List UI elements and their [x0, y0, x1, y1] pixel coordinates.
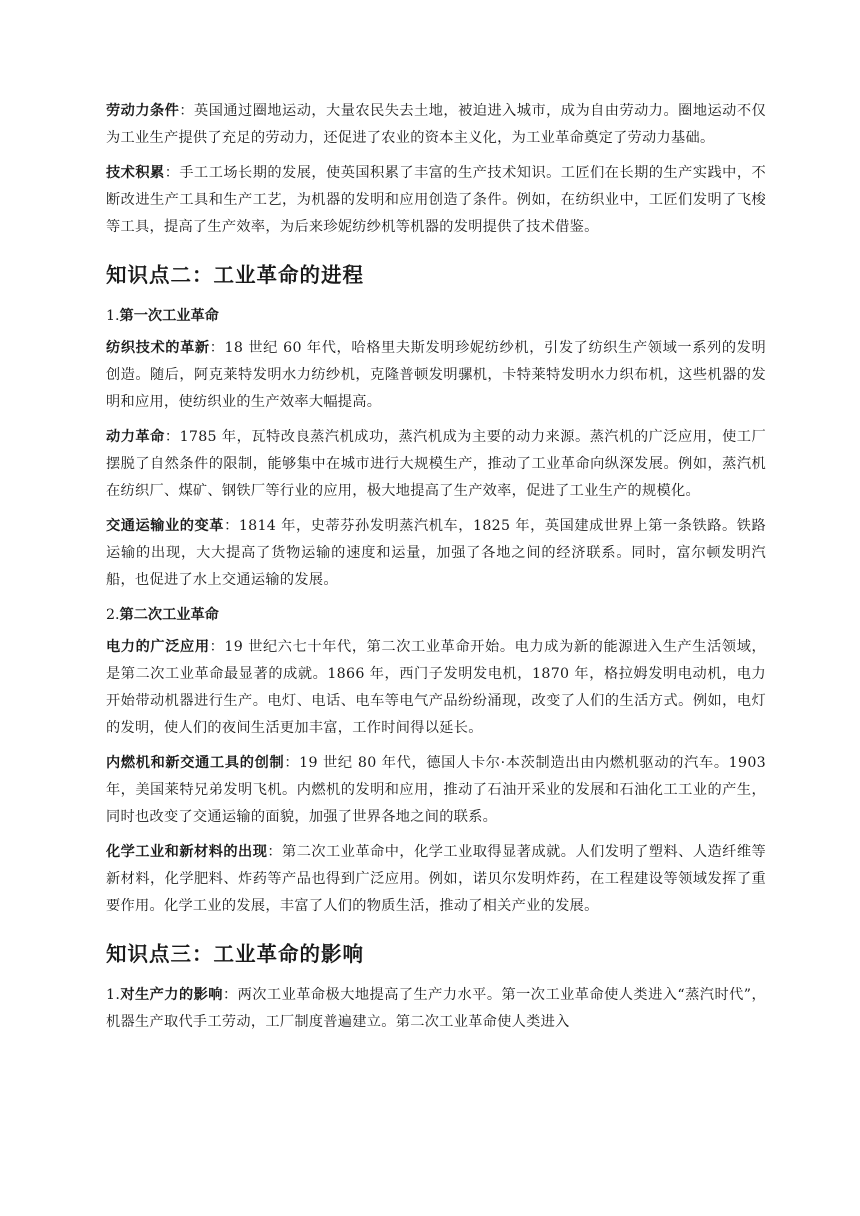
paragraph-electricity	[106, 634, 766, 742]
term-label: 动力革命	[106, 429, 165, 445]
section-heading-impact: 知识点三：工业革命的影响	[106, 942, 364, 966]
term-label: 纺织技术的革新	[106, 340, 210, 356]
term-label: 对生产力的影响	[120, 987, 223, 1003]
document-page	[106, 98, 766, 1044]
paragraph-text: ：手工工场长期的发展，使英国积累了丰富的生产技术知识。工匠们在长期的生产实践中，不断改进生产工具和生产工艺，为机器的发明和应用创造了条件。例如，在纺织业中，工匠们发明了飞梭等工具，提高了生产效率，为后来珍妮纺纱机等机器的发明提供了技术借鉴。	[106, 165, 766, 235]
paragraph-chemical-industry	[106, 839, 766, 920]
term-label: 交通运输业的变革	[106, 518, 225, 534]
paragraph-labor-conditions	[106, 98, 766, 152]
subheading-number: 1.	[106, 308, 120, 324]
subheading-number: 2.	[106, 607, 120, 623]
term-label: 技术积累	[106, 165, 165, 181]
paragraph-combustion-engine	[106, 750, 766, 831]
term-label: 电力的广泛应用	[106, 639, 210, 655]
paragraph-text: ：1785 年，瓦特改良蒸汽机成功，蒸汽机成为主要的动力来源。蒸汽机的广泛应用，使工厂摆脱了自然条件的限制，能够集中在城市进行大规模生产，推动了工业革命向纵深发展。例如，蒸汽机在纺织厂、煤矿、钢铁厂等行业的应用，极大地提高了生产效率，促进了工业生产的规模化。	[106, 429, 766, 499]
paragraph-text: ：英国通过圈地运动，大量农民失去土地，被迫进入城市，成为自由劳动力。圈地运动不仅为工业生产提供了充足的劳动力，还促进了农业的资本主义化，为工业革命奠定了劳动力基础。	[106, 103, 766, 146]
paragraph-text: ：19 世纪六七十年代，第二次工业革命开始。电力成为新的能源进入生产生活领域，是第二次工业革命最显著的成就。1866 年，西门子发明发电机，1870 年，格拉姆发明电动机，电力开始带动机器进行生产。电灯、电话、电车等电气产品纷纷涌现，改变了人们的生活方式。例如，电灯的发明，使人们的夜间生活更加丰富，工作时间得以延长。	[106, 639, 766, 736]
subheading-title: 第一次工业革命	[119, 308, 219, 324]
paragraph-productivity-impact	[106, 982, 766, 1036]
paragraph-power-revolution	[106, 424, 766, 505]
paragraph-text: ：1814 年，史蒂芬孙发明蒸汽机车，1825 年，英国建成世界上第一条铁路。铁路运输的出现，大大提高了货物运输的速度和运量，加强了各地之间的经济联系。同时，富尔顿发明汽船，也促进了水上交通运输的发展。	[106, 518, 766, 588]
subheading-first-industrial-revolution	[106, 303, 766, 329]
section-heading-progress: 知识点二：工业革命的进程	[106, 263, 364, 287]
paragraph-text: ：第二次工业革命中，化学工业取得显著成就。人们发明了塑料、人造纤维等新材料，化学肥料、炸药等产品也得到广泛应用。例如，诺贝尔发明炸药，在工程建设等领域发挥了重要作用。化学工业的发展，丰富了人们的物质生活，推动了相关产业的发展。	[106, 844, 766, 914]
paragraph-textile-innovation	[106, 335, 766, 416]
term-label: 内燃机和新交通工具的创制	[106, 755, 285, 771]
term-label: 化学工业和新材料的出现	[106, 844, 268, 860]
paragraph-text: ：18 世纪 60 年代，哈格里夫斯发明珍妮纺纱机，引发了纺织生产领域一系列的发明创造。随后，阿克莱特发明水力纺纱机，克隆普顿发明骡机，卡特莱特发明水力织布机，这些机器的发明和应用，使纺织业的生产效率大幅提高。	[106, 340, 766, 410]
paragraph-transport-change	[106, 513, 766, 594]
paragraph-technical-accumulation	[106, 160, 766, 241]
subheading-title: 第二次工业革命	[119, 607, 219, 623]
paragraph-text: ：两次工业革命极大地提高了生产力水平。第一次工业革命使人类进入“蒸汽时代”，机器生产取代手工劳动，工厂制度普遍建立。第二次工业革命使人类进入	[106, 987, 766, 1030]
subheading-second-industrial-revolution	[106, 602, 766, 628]
item-number: 1.	[106, 987, 121, 1003]
paragraph-text: ：19 世纪 80 年代，德国人卡尔·本茨制造出由内燃机驱动的汽车。1903 年，美国莱特兄弟发明飞机。内燃机的发明和应用，推动了石油开采业的发展和石油化工工业的产生，同时也改变了交通运输的面貌，加强了世界各地之间的联系。	[106, 755, 766, 825]
term-label: 劳动力条件	[106, 103, 180, 119]
